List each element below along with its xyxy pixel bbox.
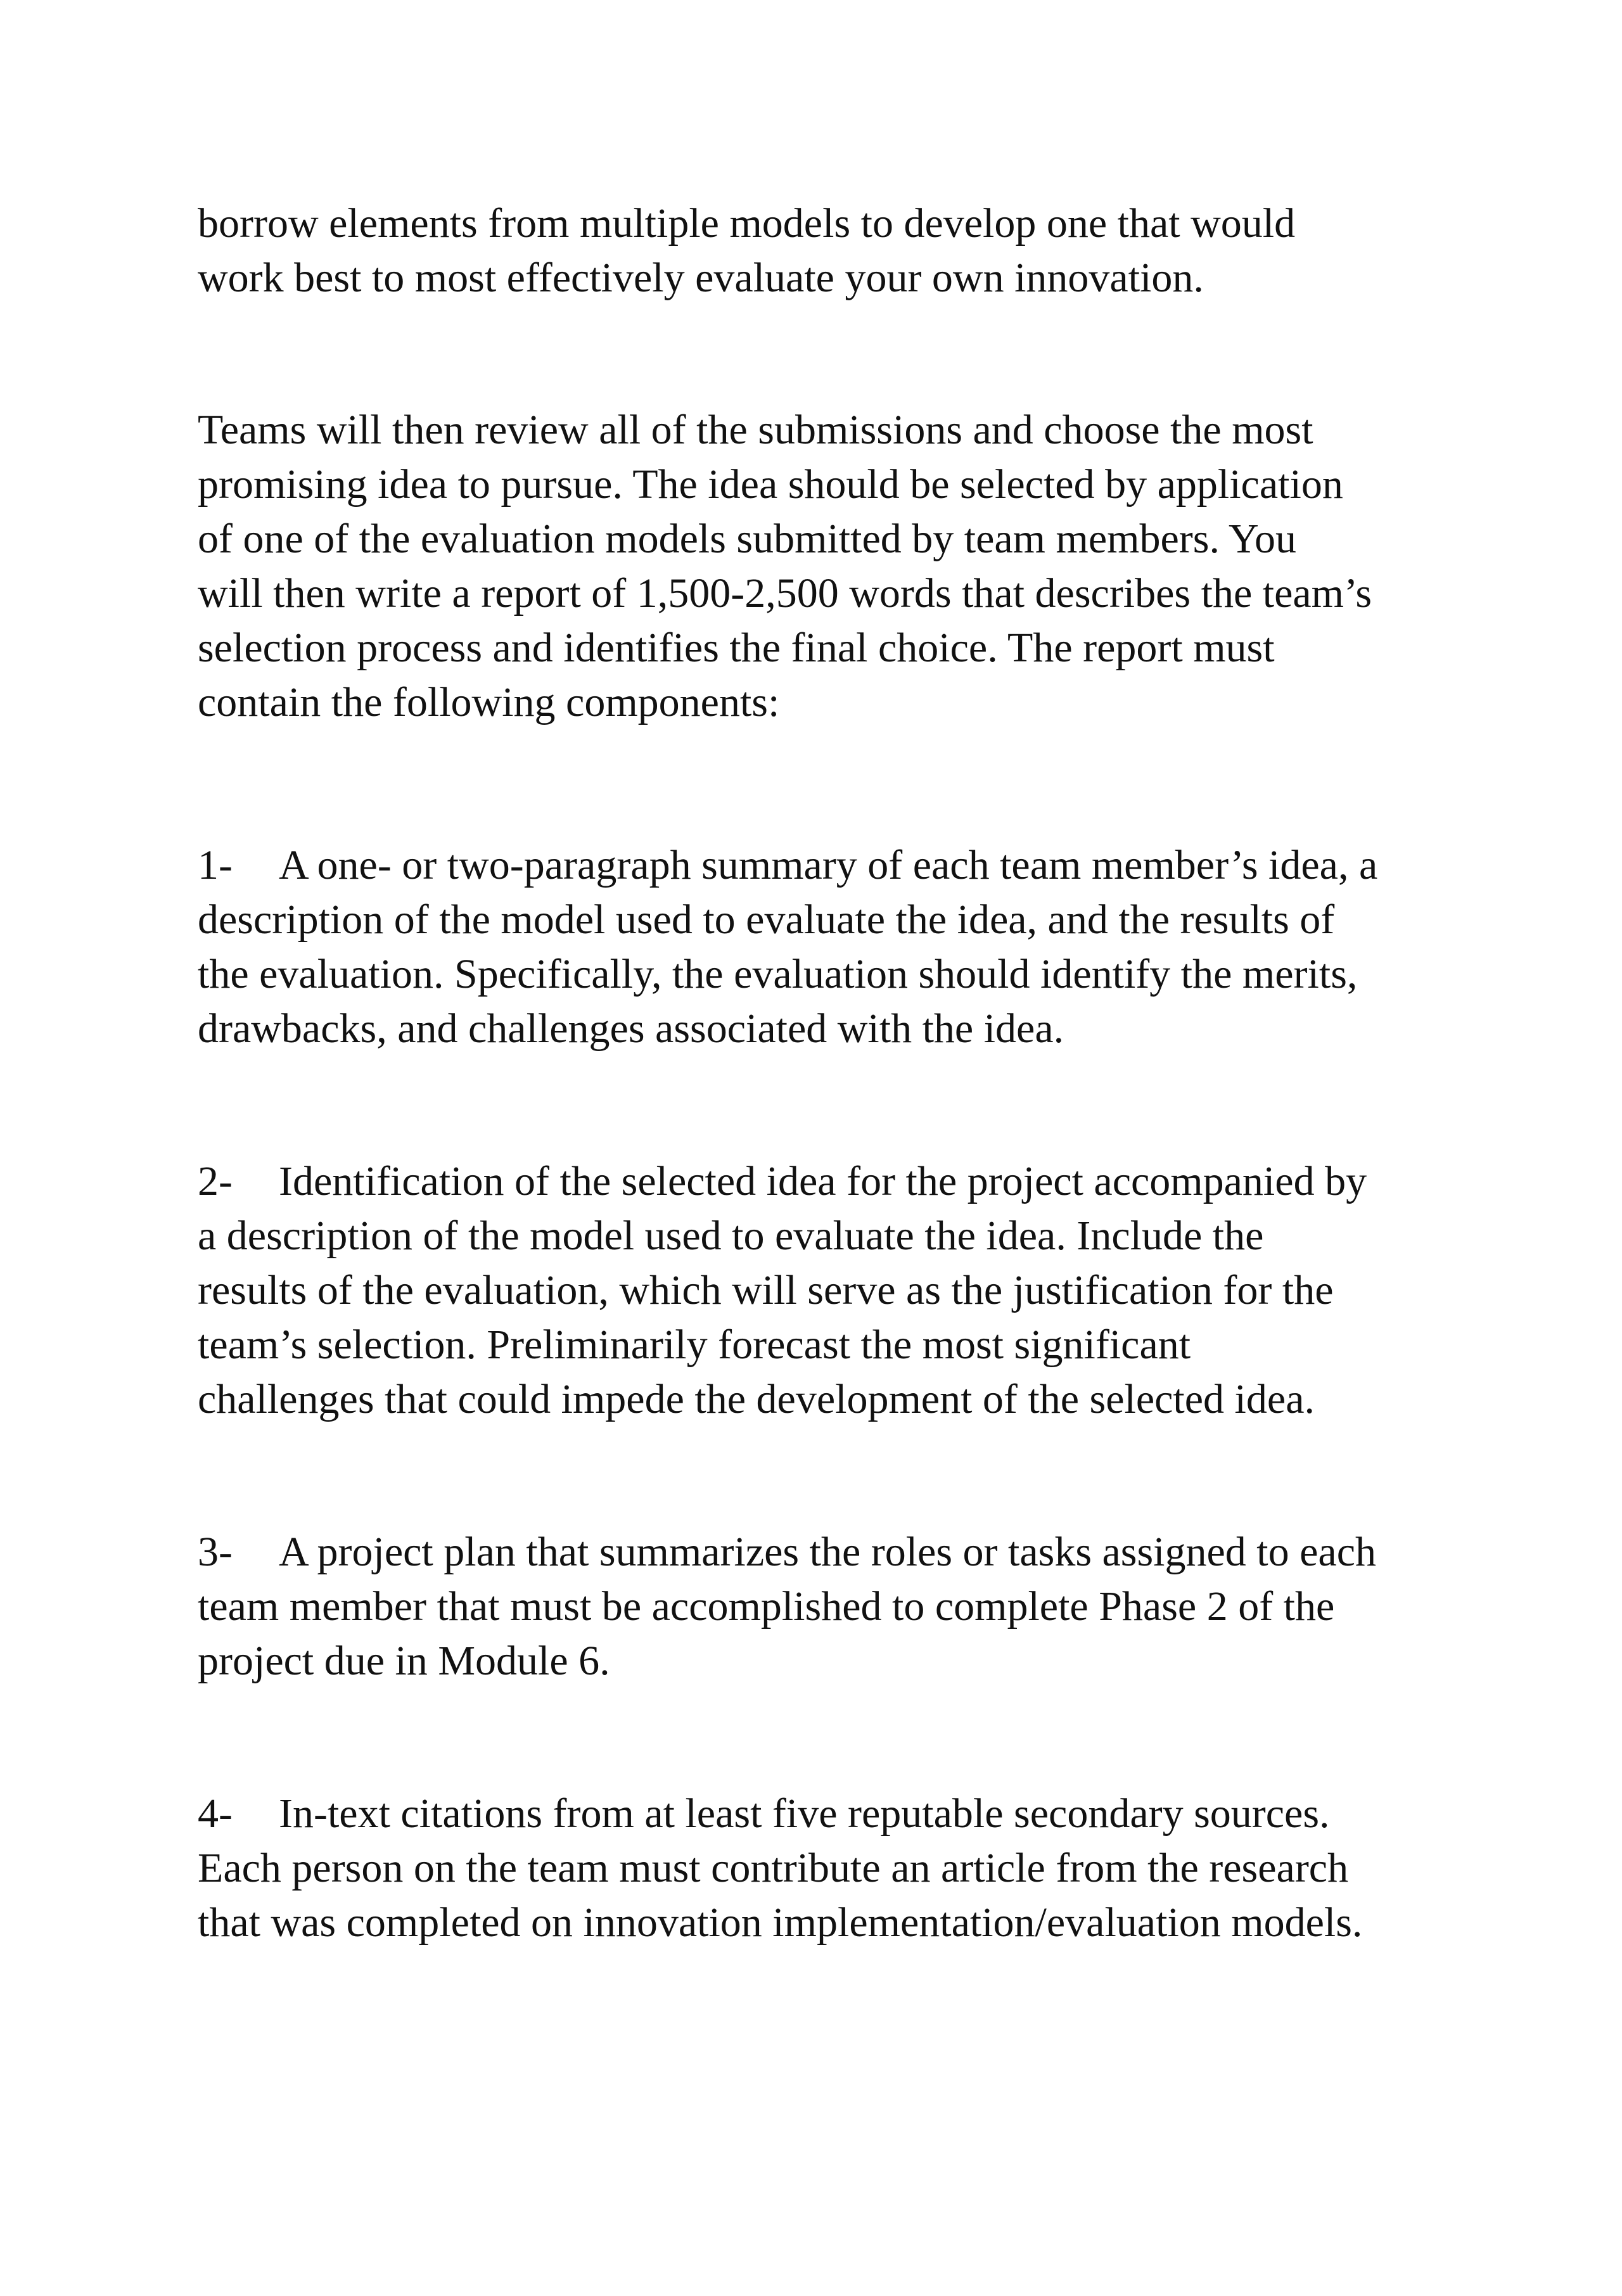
paragraph-spacer bbox=[198, 730, 1465, 838]
component-text: Identification of the selected idea for the project accompanied by a description of the model used to evaluate the idea. Include the results of the evaluation, which will serve as the justification for the team’s selection. Preliminarily forecast the most significant challenges that could impede the development of the selected idea. bbox=[198, 1158, 1367, 1422]
component-item-2 bbox=[198, 1154, 1465, 1427]
component-item-3 bbox=[198, 1525, 1465, 1688]
component-number: 1- bbox=[198, 842, 233, 888]
component-text: A one- or two-paragraph summary of each team member’s idea, a description of the model used to evaluate the idea, and the results of the evaluation. Specifically, the evaluation should identify the merits, drawbacks, and challenges associated with the idea. bbox=[198, 842, 1378, 1052]
component-item-4 bbox=[198, 1787, 1465, 1950]
paragraph-spacer bbox=[198, 1056, 1465, 1154]
paragraph-spacer bbox=[198, 1427, 1465, 1525]
component-number: 4- bbox=[198, 1790, 233, 1837]
component-number: 2- bbox=[198, 1158, 233, 1204]
paragraph-spacer bbox=[198, 1688, 1465, 1787]
paragraph-spacer bbox=[198, 305, 1465, 403]
document-body bbox=[198, 196, 1465, 1950]
component-text: In-text citations from at least five reputable secondary sources. Each person on the team must contribute an article from the research that was completed on innovation implementation/evaluation models. bbox=[198, 1790, 1363, 1946]
teams-paragraph: Teams will then review all of the submissions and choose the most promising idea to pursue. The idea should be selected by application of one of the evaluation models submitted by team members. You will then write a report of 1,500-2,500 words that describes the team’s selection process and identifies the final choice. The report must contain the following components: bbox=[198, 407, 1372, 725]
component-item-1 bbox=[198, 838, 1465, 1056]
component-text: A project plan that summarizes the roles or tasks assigned to each team member that must be accomplished to complete Phase 2 of the project due in Module 6. bbox=[198, 1529, 1377, 1684]
component-number: 3- bbox=[198, 1529, 233, 1575]
intro-paragraph: borrow elements from multiple models to develop one that would work best to most effectively evaluate your own innovation. bbox=[198, 200, 1296, 301]
